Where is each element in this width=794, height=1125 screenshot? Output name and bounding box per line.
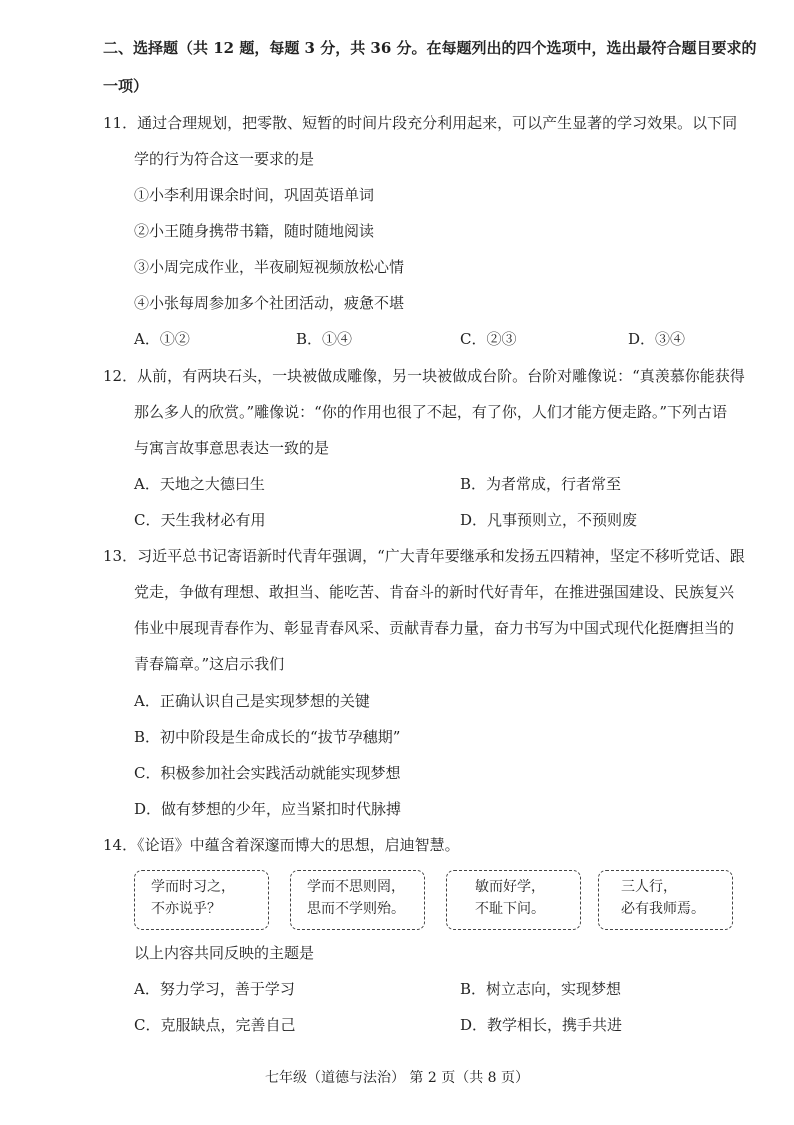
quote-box <box>134 870 269 930</box>
quote-box <box>290 870 425 930</box>
q13-option-b[interactable]: B．初中阶段是生命成长的“拔节孕穗期” <box>134 728 401 746</box>
q13-option-c[interactable]: C．积极参加社会实践活动就能实现梦想 <box>134 764 401 782</box>
q14-option-c[interactable]: C．克服缺点，完善自己 <box>134 1016 296 1034</box>
quote-box <box>598 870 733 930</box>
quote-line: 敏而好学， <box>475 879 545 895</box>
q11-option-c[interactable]: C．②③ <box>460 330 517 348</box>
quote-line: 不耻下问。 <box>475 901 545 917</box>
q14-option-b[interactable]: B．树立志向，实现梦想 <box>460 980 622 998</box>
q11-item: ①小李利用课余时间，巩固英语单词 <box>134 186 375 204</box>
quote-line: 学而不思则罔， <box>307 879 405 895</box>
q12-stem-cont: 与寓言故事意思表达一致的是 <box>134 439 330 457</box>
q11-item: ②小王随身携带书籍，随时随地阅读 <box>134 222 375 240</box>
q11-item: ④小张每周参加多个社团活动，疲惫不堪 <box>134 294 405 312</box>
q11-stem-cont: 学的行为符合这一要求的是 <box>134 150 315 168</box>
q11-option-b[interactable]: B．①④ <box>296 330 353 348</box>
q13-option-a[interactable]: A．正确认识自己是实现梦想的关键 <box>134 692 370 710</box>
q12-option-b[interactable]: B．为者常成，行者常至 <box>460 475 622 493</box>
q12-option-d[interactable]: D．凡事预则立，不预则废 <box>460 511 638 529</box>
q11-stem: 11．通过合理规划，把零散、短暂的时间片段充分利用起来，可以产生显著的学习效果。以下同 <box>103 114 738 132</box>
q13-stem: 13．习近平总书记寄语新时代青年强调，“广大青年要继承和发扬五四精神，坚定不移听党话、跟 <box>103 547 745 565</box>
q12-stem-cont: 那么多人的欣赏。”雕像说：“你的作用也很了不起，有了你，人们才能方便走路。”下列古语 <box>134 403 728 421</box>
quote-line: 三人行， <box>621 879 677 895</box>
quote-line: 不亦说乎？ <box>151 901 221 917</box>
quote-line: 必有我师焉。 <box>621 901 705 917</box>
q14-stem: 14．《论语》中蕴含着深邃而博大的思想，启迪智慧。 <box>103 836 460 854</box>
q11-option-d[interactable]: D．③④ <box>628 330 686 348</box>
q14-stem-cont: 以上内容共同反映的主题是 <box>134 944 315 962</box>
q12-stem: 12．从前，有两块石头，一块被做成雕像，另一块被做成台阶。台阶对雕像说：“真羡慕你能获得 <box>103 367 745 385</box>
quote-box <box>446 870 581 930</box>
q13-option-d[interactable]: D．做有梦想的少年，应当紧扣时代脉搏 <box>134 800 402 818</box>
quote-line: 思而不学则殆。 <box>307 901 405 917</box>
q13-stem-cont: 党走，争做有理想、敢担当、能吃苦、肯奋斗的新时代好青年，在推进强国建设、民族复兴 <box>134 583 735 601</box>
q11-item: ③小周完成作业，半夜刷短视频放松心情 <box>134 258 405 276</box>
quote-line: 学而时习之， <box>151 879 235 895</box>
q13-stem-cont: 青春篇章。”这启示我们 <box>134 655 285 673</box>
q14-option-d[interactable]: D．教学相长，携手共进 <box>460 1016 623 1034</box>
q14-option-a[interactable]: A．努力学习，善于学习 <box>134 980 295 998</box>
page-footer: 七年级（道德与法治） 第 2 页（共 8 页） <box>264 1070 530 1086</box>
q13-stem-cont: 伟业中展现青春作为、彰显青春风采、贡献青春力量，奋力书写为中国式现代化挺膺担当的 <box>134 619 735 637</box>
section-heading: 二、选择题（共 12 题，每题 3 分，共 36 分。在每题列出的四个选项中，选出最符合题目要求的 <box>103 39 757 57</box>
q11-option-a[interactable]: A．①② <box>134 330 190 348</box>
q12-option-c[interactable]: C．天生我材必有用 <box>134 511 266 529</box>
section-heading-cont: 一项） <box>103 77 149 95</box>
q12-option-a[interactable]: A．天地之大德曰生 <box>134 475 265 493</box>
